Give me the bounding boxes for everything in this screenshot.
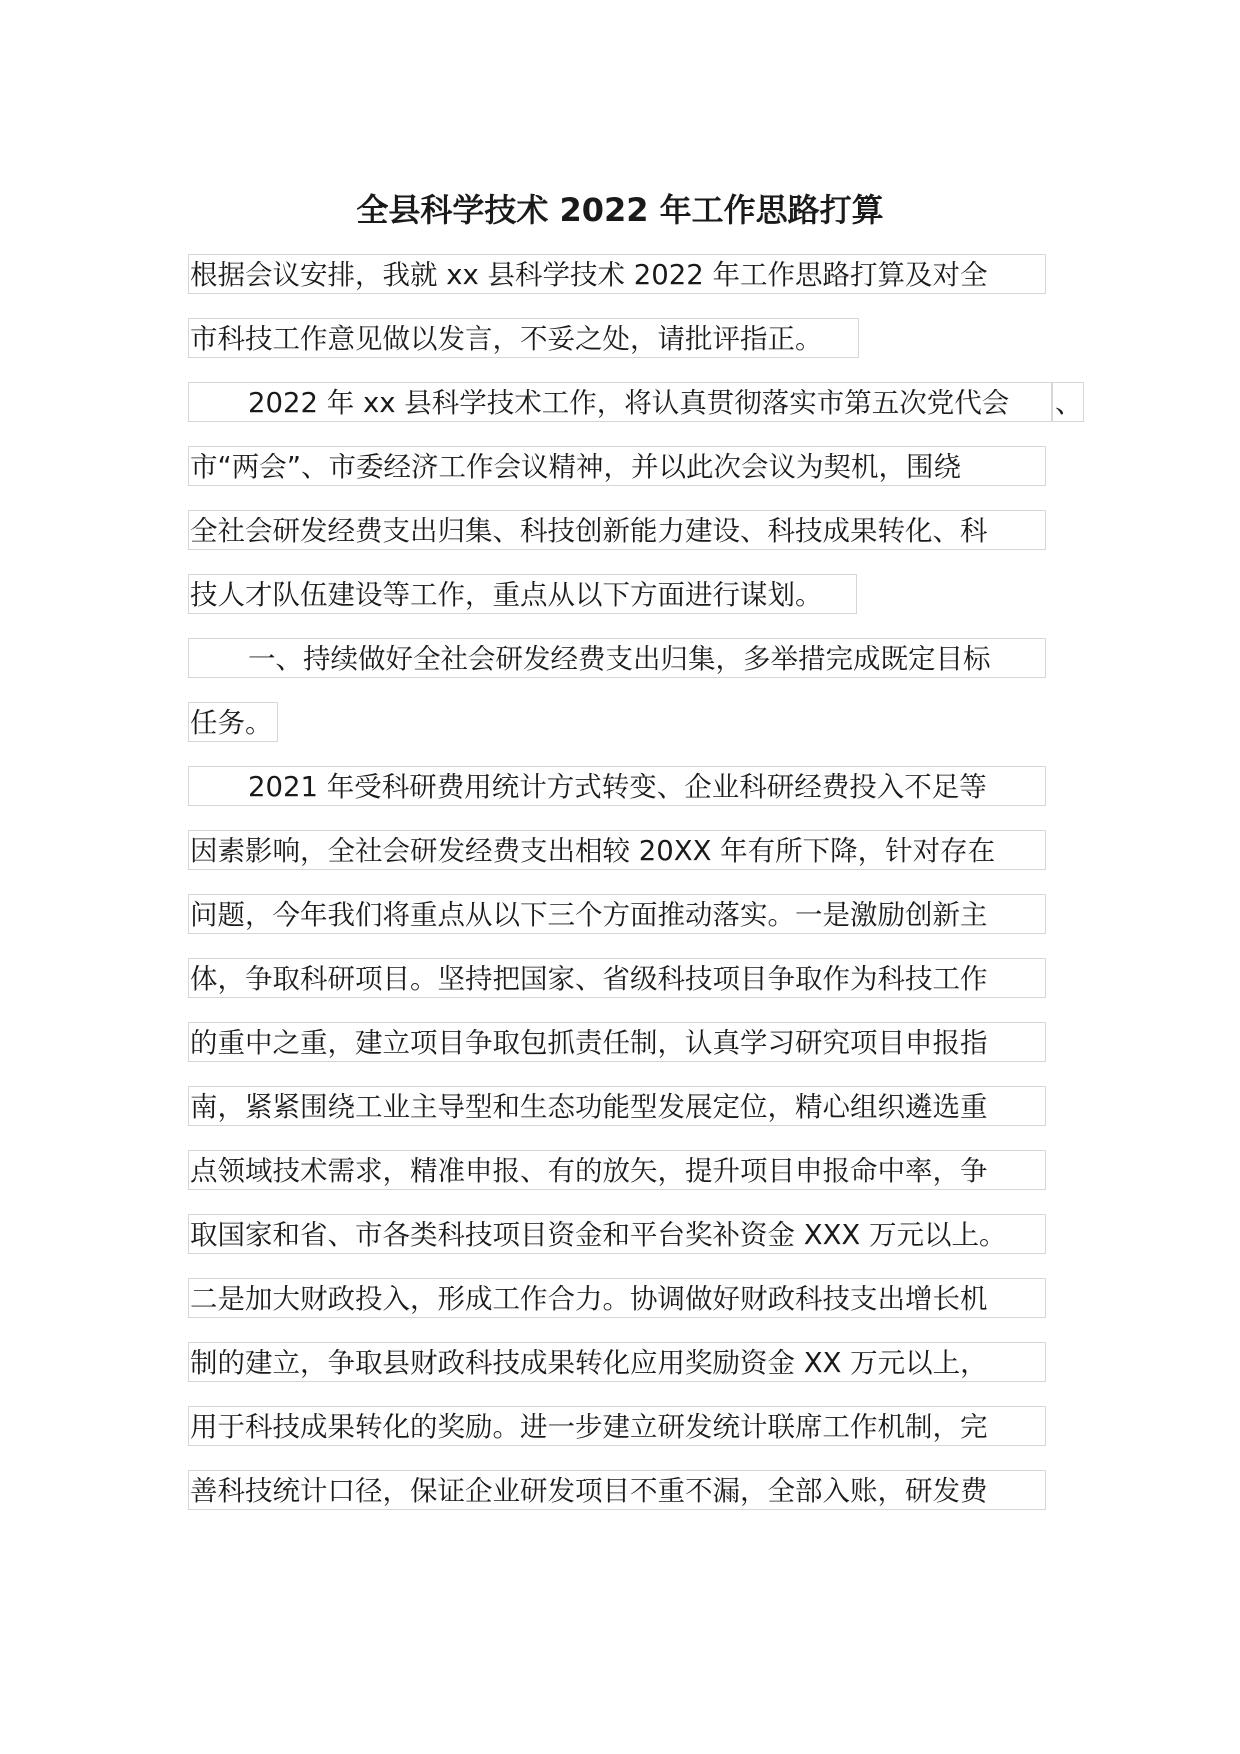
text-line: 南，紧紧围绕工业主导型和生态功能型发展定位，精心组织遴选重 bbox=[188, 1086, 1046, 1126]
text-line: 根据会议安排，我就 xx 县科学技术 2022 年工作思路打算及对全 bbox=[188, 254, 1046, 294]
text-line: 技人才队伍建设等工作，重点从以下方面进行谋划。 bbox=[188, 574, 857, 614]
text-line: 善科技统计口径，保证企业研发项目不重不漏，全部入账，研发费 bbox=[188, 1470, 1046, 1510]
text-line: 问题，今年我们将重点从以下三个方面推动落实。一是激励创新主 bbox=[188, 894, 1046, 934]
text-line: 2022 年 xx 县科学技术工作，将认真贯彻落实市第五次党代会 bbox=[188, 382, 1052, 422]
text-line-tail: 、 bbox=[1052, 382, 1084, 422]
text-line: 取国家和省、市各类科技项目资金和平台奖补资金 XXX 万元以上。 bbox=[188, 1214, 1046, 1254]
text-line: 一、持续做好全社会研发经费支出归集，多举措完成既定目标 bbox=[188, 638, 1046, 678]
text-line: 二是加大财政投入，形成工作合力。协调做好财政科技支出增长机 bbox=[188, 1278, 1046, 1318]
text-line: 全社会研发经费支出归集、科技创新能力建设、科技成果转化、科 bbox=[188, 510, 1046, 550]
text-line: 制的建立，争取县财政科技成果转化应用奖励资金 XX 万元以上， bbox=[188, 1342, 1046, 1382]
text-line: 的重中之重，建立项目争取包抓责任制，认真学习研究项目申报指 bbox=[188, 1022, 1046, 1062]
text-line: 点领域技术需求，精准申报、有的放矢，提升项目申报命中率，争 bbox=[188, 1150, 1046, 1190]
text-line: 市“两会”、市委经济工作会议精神，并以此次会议为契机，围绕 bbox=[188, 446, 1046, 486]
text-line: 用于科技成果转化的奖励。进一步建立研发统计联席工作机制，完 bbox=[188, 1406, 1046, 1446]
text-line: 任务。 bbox=[188, 702, 278, 742]
text-line: 体，争取科研项目。坚持把国家、省级科技项目争取作为科技工作 bbox=[188, 958, 1046, 998]
text-line: 2021 年受科研费用统计方式转变、企业科研经费投入不足等 bbox=[188, 766, 1046, 806]
text-line: 因素影响，全社会研发经费支出相较 20XX 年有所下降，针对存在 bbox=[188, 830, 1046, 870]
document-title: 全县科学技术 2022 年工作思路打算 bbox=[356, 191, 884, 229]
text-line: 市科技工作意见做以发言，不妥之处，请批评指正。 bbox=[188, 318, 859, 358]
